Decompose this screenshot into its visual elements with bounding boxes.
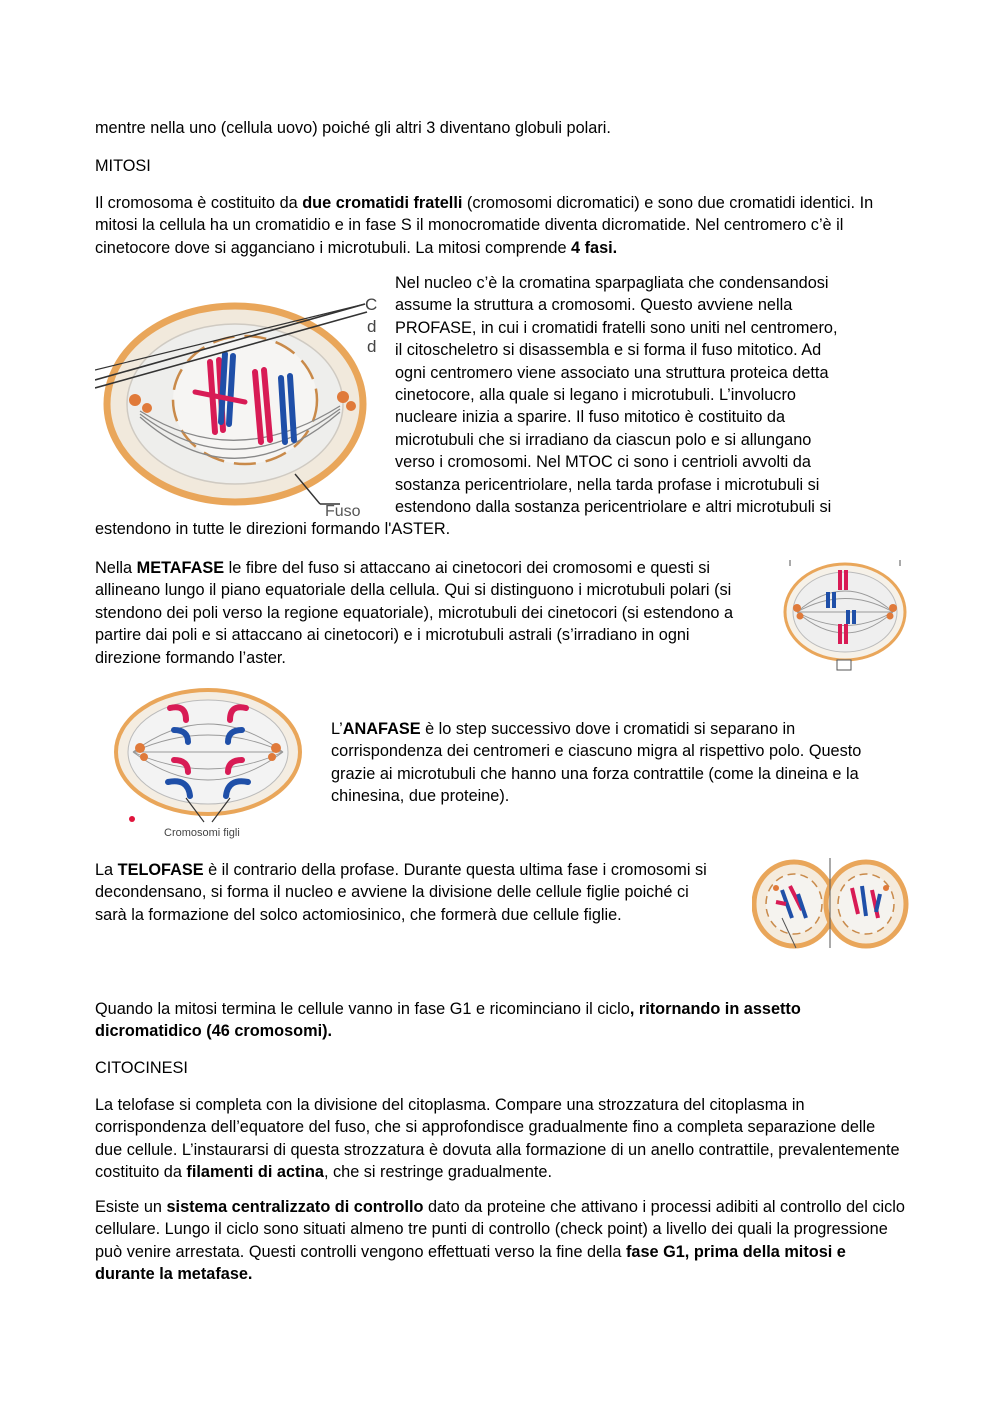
anafase-caption: Cromosomi figli bbox=[164, 827, 240, 839]
paragraph-telofase: La TELOFASE è il contrario della profase. Durante questa ultima fase i cromosomi si decondensano, si forma il nucleo e avviene la divisione delle cellule figlie poiché ci sarà la formazione del solco actomiosinico, che formerà due cellule figlie. bbox=[95, 861, 707, 924]
paragraph-controllo: Esiste un sistema centralizzato di controllo dato da proteine che attivano i processi adibiti al controllo del ciclo cellulare. Lungo il ciclo sono situati almeno tre punti di controllo (check point) a livello dei quali la progressione può venire arrestata. Questi controlli vengono effettuati verso la fine della fase G1, prima della mitosi e durante la metafase. bbox=[95, 1198, 905, 1284]
profase-line: PROFASE, in cui i cromatidi fratelli sono uniti nel centromero, bbox=[395, 318, 838, 337]
profase-line: il citoscheletro si disassembla e si forma il fuso mitotico. Ad bbox=[395, 341, 822, 360]
profase-last-line: estendono in tutte le direzioni formando l'ASTER. bbox=[95, 520, 451, 538]
profase-label-d2: d bbox=[367, 337, 377, 356]
profase-line: microtubuli che si irradiano da ciascun polo e si allungano bbox=[395, 430, 812, 449]
paragraph-intro: Il cromosoma è costituito da due cromatidi fratelli (cromosomi dicromatici) e sono due cromatidi identici. In mitosi la cellula ha un cromatidio e in fase S il monocromatide diventa dicromatide. Nel centromero c’è il cinetocore dove si agganciano i microtubuli. La mitosi comprende 4 fasi. bbox=[95, 194, 874, 257]
profase-line: sostanza pericentriolare, nella tarda profase i microtubuli si bbox=[395, 475, 820, 494]
metafase-figure bbox=[782, 560, 912, 675]
profase-line: estendono dalla sostanza pericentriolare e altri microtubuli si bbox=[395, 498, 832, 517]
profase-label-d1: d bbox=[367, 317, 377, 336]
paragraph-top: mentre nella uno (cellula uovo) poiché gli altri 3 diventano globuli polari. bbox=[95, 119, 611, 137]
profase-line: verso i cromosomi. Nel MTOC ci sono i centrioli avvolti da bbox=[395, 453, 811, 472]
profase-label-c: C bbox=[365, 295, 378, 314]
profase-line: cinetocore, alla quale si legano i microtubuli. L’involucro bbox=[395, 386, 796, 405]
profase-figure bbox=[95, 292, 385, 520]
profase-line: ogni centromero viene associato una struttura proteica detta bbox=[395, 363, 829, 382]
profase-text bbox=[395, 272, 915, 518]
paragraph-anafase: L’ANAFASE è lo step successivo dove i cromatidi si separano in corrispondenza dei centromeri e ciascuno migra al rispettivo polo. Questo grazie ai microtubuli che hanno una forza contrattile (come la dineina e la chinesina, due proteine). bbox=[331, 720, 862, 806]
profase-line: assume la struttura a cromosomi. Questo avviene nella bbox=[395, 296, 793, 315]
paragraph-fine-mitosi: Quando la mitosi termina le cellule vanno in fase G1 e ricominciano il ciclo, ritornando in assetto dicromatidico (46 cromosomi). bbox=[95, 1000, 801, 1041]
profase-line: nucleare inizia a sparire. Il fuso mitotico è costituito da bbox=[395, 408, 786, 427]
profase-label-fuso: Fuso bbox=[325, 503, 361, 520]
paragraph-citocinesi: La telofase si completa con la divisione del citoplasma. Compare una strozzatura del citoplasma in corrispondenza dell’equatore del fuso, che si approfondisce gradualmente fino a completa separazione delle due cellule. L’instaurarsi di questa strozzatura è dovuta alla formazione di un anello contrattile, prevalentemente costituito da filamenti di actina, che si restringe gradualmente. bbox=[95, 1096, 900, 1182]
paragraph-metafase: Nella METAFASE le fibre del fuso si attaccano ai cinetocori dei cromosomi e questi si allineano lungo il piano equatoriale della cellula. Qui si distinguono i microtubuli polari (si stendono dei poli verso la regione equatoriale), microtubuli dei cinetocori (si estendono a partire dai poli e si attaccano ai cinetocori) e i microtubuli astrali (s’irradiano in ogni direzione formando l’aster. bbox=[95, 559, 734, 667]
telofase-figure bbox=[752, 858, 912, 953]
anafase-figure bbox=[108, 686, 308, 841]
heading-citocinesi: CITOCINESI bbox=[95, 1059, 188, 1077]
heading-mitosi: MITOSI bbox=[95, 157, 151, 175]
profase-line: Nel nucleo c’è la cromatina sparpagliata che condensandosi bbox=[395, 274, 829, 292]
